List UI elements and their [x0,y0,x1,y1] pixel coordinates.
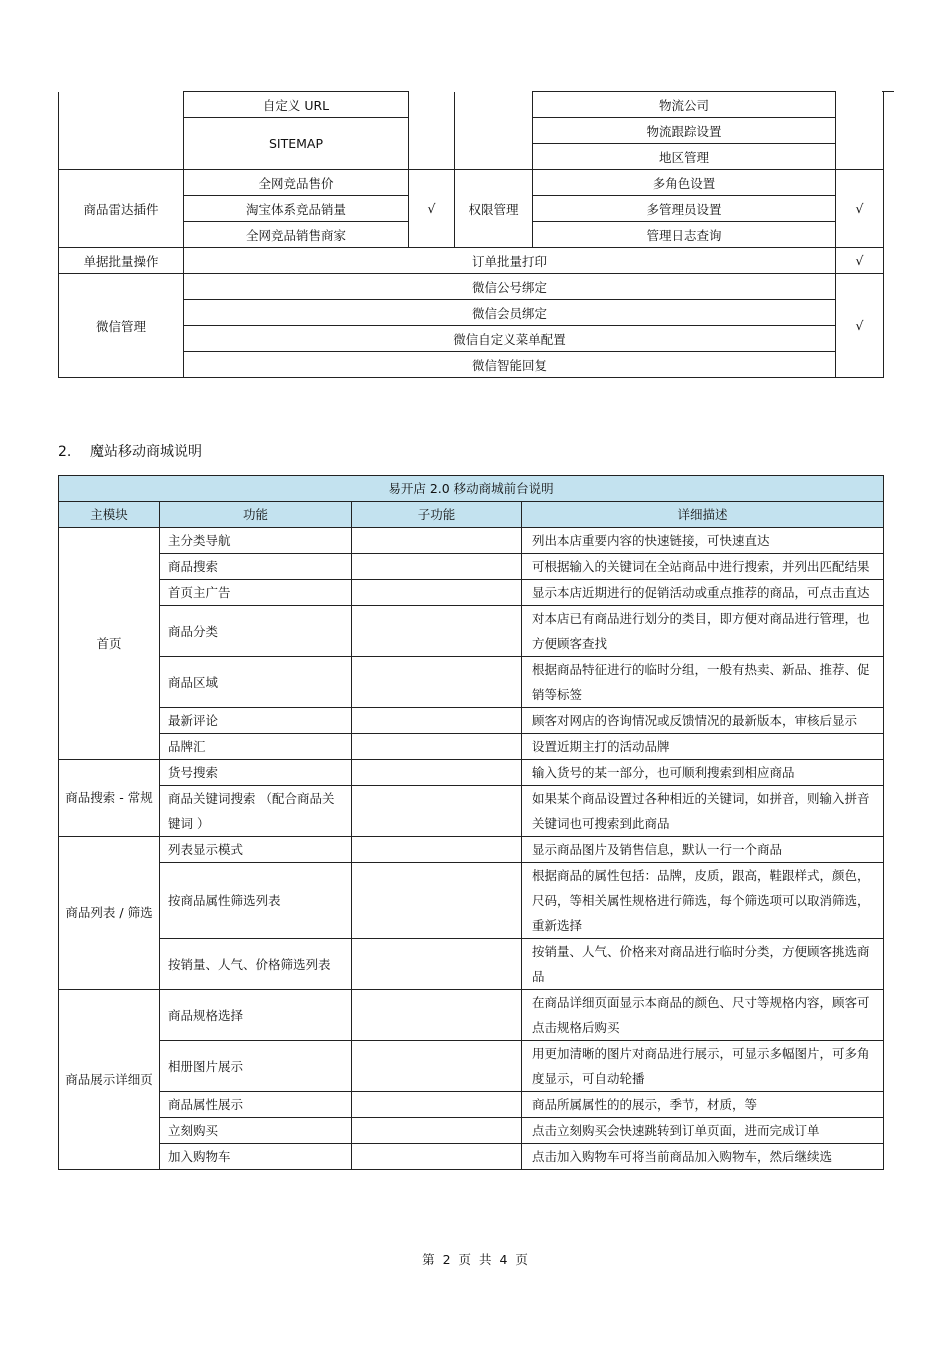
table-row [59,760,884,786]
function-cell: 按销量、人气、价格筛选列表 [160,939,352,990]
top-left-cell [59,92,184,170]
top-item-region-management: 地区管理 [533,144,836,170]
table-row [59,863,884,939]
table-row [59,554,884,580]
subfunction-cell [352,786,522,837]
description-cell: 输入货号的某一部分，也可顺利搜索到相应商品 [522,760,884,786]
top-item-sitemap: SITEMAP [184,118,409,170]
radar-plugin-label: 商品雷达插件 [59,170,184,248]
table-row [59,657,884,708]
top-item-logistics-tracking: 物流跟踪设置 [533,118,836,144]
radar-check-mark: √ [409,170,455,248]
permission-item: 多管理员设置 [533,196,836,222]
section-number: 2. [58,444,72,460]
function-cell: 商品关键词搜索 （配合商品关键词 ） [160,786,352,837]
function-cell: 商品区域 [160,657,352,708]
batch-print-item: 订单批量打印 [184,248,836,274]
description-cell: 如果某个商品设置过各种相近的关键词，如拼音，则输入拼音关键词也可搜索到此商品 [522,786,884,837]
wechat-item: 微信自定义菜单配置 [184,326,836,352]
description-cell: 可根据输入的关键词在全站商品中进行搜索，并列出匹配结果 [522,554,884,580]
description-cell: 根据商品的属性包括：品牌，皮质，跟高，鞋跟样式，颜色，尺码，等相关属性规格进行筛选，每个筛选项可以取消筛选，重新选择 [522,863,884,939]
function-cell: 加入购物车 [160,1144,352,1170]
description-cell: 点击加入购物车可将当前商品加入购物车，然后继续选 [522,1144,884,1170]
description-cell: 设置近期主打的活动品牌 [522,734,884,760]
table-row [59,1041,884,1092]
subfunction-cell [352,1092,522,1118]
subfunction-cell [352,657,522,708]
subfunction-cell [352,837,522,863]
description-cell: 顾客对网店的咨询情况或反馈情况的最新版本，审核后显示 [522,708,884,734]
subfunction-cell [352,1041,522,1092]
table-row [59,990,884,1041]
description-cell: 显示商品图片及销售信息，默认一行一个商品 [522,837,884,863]
table-row [59,1092,884,1118]
function-cell: 主分类导航 [160,528,352,554]
function-cell: 商品规格选择 [160,990,352,1041]
module-cell: 商品列表 / 筛选 [59,837,160,990]
top-mark-cell [409,92,455,170]
function-cell: 商品属性展示 [160,1092,352,1118]
header-subfunction: 子功能 [352,502,522,528]
page-footer: 第 2 页 共 4 页 [422,1252,528,1267]
description-cell: 列出本店重要内容的快速链接，可快速直达 [522,528,884,554]
function-cell: 首页主广告 [160,580,352,606]
permission-item: 多角色设置 [533,170,836,196]
subfunction-cell [352,528,522,554]
top-feature-table [58,91,884,378]
subfunction-cell [352,554,522,580]
function-cell: 商品搜索 [160,554,352,580]
function-cell: 相册图片展示 [160,1041,352,1092]
subfunction-cell [352,1118,522,1144]
section-heading [58,441,202,461]
function-cell: 列表显示模式 [160,837,352,863]
wechat-item: 微信智能回复 [184,352,836,378]
batch-ops-label: 单据批量操作 [59,248,184,274]
top-item-logistics-company: 物流公司 [533,92,836,118]
function-cell: 品牌汇 [160,734,352,760]
permission-label: 权限管理 [455,170,533,248]
permission-check-mark: √ [836,170,884,248]
radar-item: 全网竞品售价 [184,170,409,196]
module-cell: 商品展示详细页 [59,990,160,1170]
subfunction-cell [352,734,522,760]
module-cell: 首页 [59,528,160,760]
wechat-item: 微信公号绑定 [184,274,836,300]
description-cell: 用更加清晰的图片对商品进行展示，可显示多幅图片，可多角度显示，可自动轮播 [522,1041,884,1092]
table-title: 易开店 2.0 移动商城前台说明 [59,476,884,502]
description-cell: 对本店已有商品进行划分的类目，即方便对商品进行管理，也方便顾客查找 [522,606,884,657]
table-row [59,837,884,863]
permission-item: 管理日志查询 [533,222,836,248]
subfunction-cell [352,990,522,1041]
subfunction-cell [352,1144,522,1170]
section-title: 魔站移动商城说明 [90,444,202,460]
function-cell: 最新评论 [160,708,352,734]
table-row [59,786,884,837]
function-cell: 商品分类 [160,606,352,657]
header-description: 详细描述 [522,502,884,528]
description-cell: 按销量、人气、价格来对商品进行临时分类，方便顾客挑选商品 [522,939,884,990]
table-row [59,939,884,990]
subfunction-cell [352,760,522,786]
wechat-check-mark: √ [836,274,884,378]
mobile-mall-table [58,475,884,1170]
table-row [59,580,884,606]
function-cell: 货号搜索 [160,760,352,786]
top-mid-cell [455,92,533,170]
header-module: 主模块 [59,502,160,528]
description-cell: 点击立刻购买会快速跳转到订单页面，进而完成订单 [522,1118,884,1144]
subfunction-cell [352,708,522,734]
description-cell: 商品所属属性的的展示，季节，材质，等 [522,1092,884,1118]
subfunction-cell [352,606,522,657]
top-rmark-cell [836,92,884,170]
table-row [59,528,884,554]
subfunction-cell [352,580,522,606]
radar-item: 全网竞品销售商家 [184,222,409,248]
header-function: 功能 [160,502,352,528]
wechat-label: 微信管理 [59,274,184,378]
table-row [59,606,884,657]
subfunction-cell [352,863,522,939]
description-cell: 在商品详细页面显示本商品的颜色、尺寸等规格内容，顾客可点击规格后购买 [522,990,884,1041]
top-item-custom-url: 自定义 URL [184,92,409,118]
radar-item: 淘宝体系竞品销量 [184,196,409,222]
table-row [59,708,884,734]
description-cell: 根据商品特征进行的临时分组，一般有热卖、新品、推荐、促销等标签 [522,657,884,708]
function-cell: 立刻购买 [160,1118,352,1144]
table-row [59,1118,884,1144]
wechat-item: 微信会员绑定 [184,300,836,326]
description-cell: 显示本店近期进行的促销活动或重点推荐的商品，可点击直达 [522,580,884,606]
module-cell: 商品搜索 - 常规 [59,760,160,837]
function-cell: 按商品属性筛选列表 [160,863,352,939]
batch-check-mark: √ [836,248,884,274]
subfunction-cell [352,939,522,990]
table-row [59,734,884,760]
table-row [59,1144,884,1170]
